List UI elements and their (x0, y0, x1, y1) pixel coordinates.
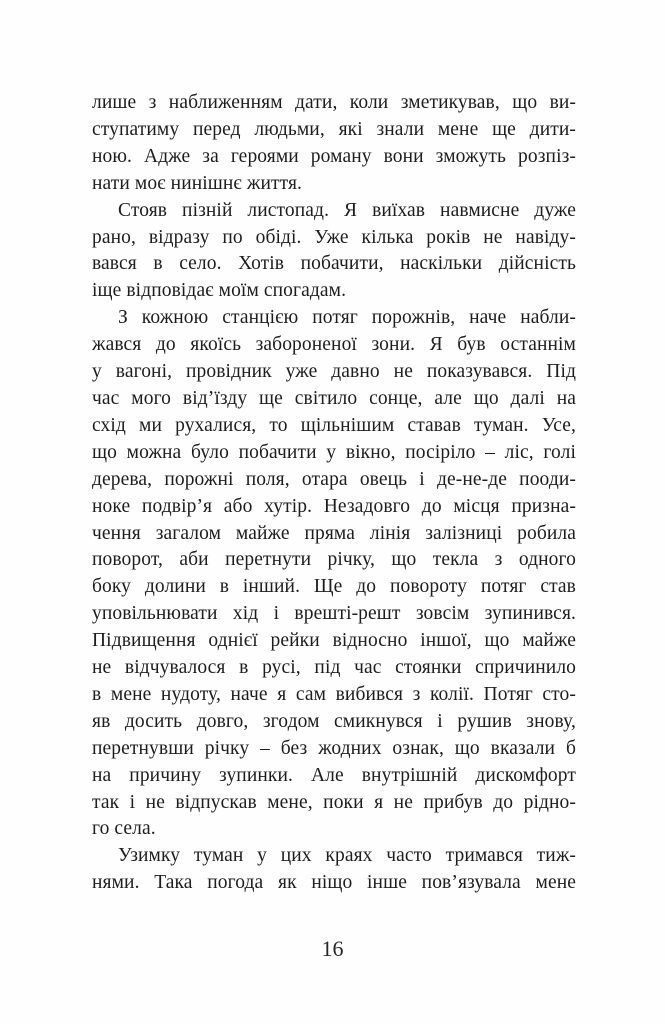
text-line: уповільнювати хід і врешті-решт зовсім зупинився. (92, 603, 576, 625)
paragraph (92, 843, 576, 897)
text-line: іще відповідає моїм спогадам. (92, 280, 347, 302)
text-line: яв досить довго, згодом смикнувся і рушив знову, (92, 710, 576, 732)
text-line: дерева, порожні поля, отара овець і де-не-де пооди- (92, 468, 576, 490)
text-line: не відчувалося в русі, під час стоянки спричинило (92, 657, 576, 679)
text-line: час мого від’їзду ще світило сонце, але що далі на (92, 387, 576, 409)
text-line: ступатиму перед людьми, які знали мене ще дити- (92, 118, 576, 140)
text-line: З кожною станцією потяг порожнів, наче набли- (118, 307, 576, 329)
text-line: го села. (92, 818, 156, 840)
text-line: схід ми рухалися, то щільнішим ставав туман. Усе, (92, 414, 576, 436)
page-text (92, 90, 576, 897)
text-line: ноке подвір’я або хутір. Незадовго до місця призна- (92, 495, 576, 517)
text-line: поворот, аби перетнути річку, що текла з одного (92, 549, 576, 571)
text-line: у вагоні, провідник уже давно не показувався. Під (92, 361, 576, 383)
text-line: лише з наближенням дати, коли зметикував, що ви- (92, 92, 576, 113)
text-line: нями. Така погода як ніщо інше пов’язувала мене (92, 872, 576, 894)
text-line: чення загалом майже пряма лінія залізниці робила (92, 522, 576, 544)
text-line: Підвищення однієї рейки відносно іншої, що майже (92, 630, 576, 652)
text-line: Узимку туман у цих краях часто тримався тиж- (118, 845, 576, 867)
text-line: жався до якоїсь забороненої зони. Я був останнім (92, 334, 576, 356)
text-line: так і не відпускав мене, поки я не прибув до рідно- (92, 791, 576, 813)
paragraph (92, 305, 576, 843)
text-line: в мене нудоту, наче я сам вибився з колії. Потяг сто- (92, 683, 576, 705)
text-line: перетнувши річку – без жодних ознак, що вказали б (92, 737, 576, 759)
text-line: рано, відразу по обіді. Уже кілька років не навіду- (92, 226, 576, 248)
page-number: 16 (321, 936, 344, 961)
text-line: Стояв пізній листопад. Я виїхав навмисне дуже (118, 199, 576, 221)
text-line: що можна було побачити у вікно, посіріло – ліс, голі (92, 441, 576, 463)
text-line: ною. Адже за героями роману вони зможуть розпіз- (92, 145, 576, 167)
text-line: нати моє нинішнє життя. (92, 172, 303, 194)
text-line: на причину зупинки. Але внутрішній дискомфорт (92, 764, 576, 786)
paragraph (92, 90, 576, 198)
paragraph (92, 198, 576, 306)
text-line: вався в село. Хотів побачити, наскільки дійсність (92, 253, 576, 275)
text-line: боку долини в інший. Ще до повороту потяг став (92, 576, 576, 598)
